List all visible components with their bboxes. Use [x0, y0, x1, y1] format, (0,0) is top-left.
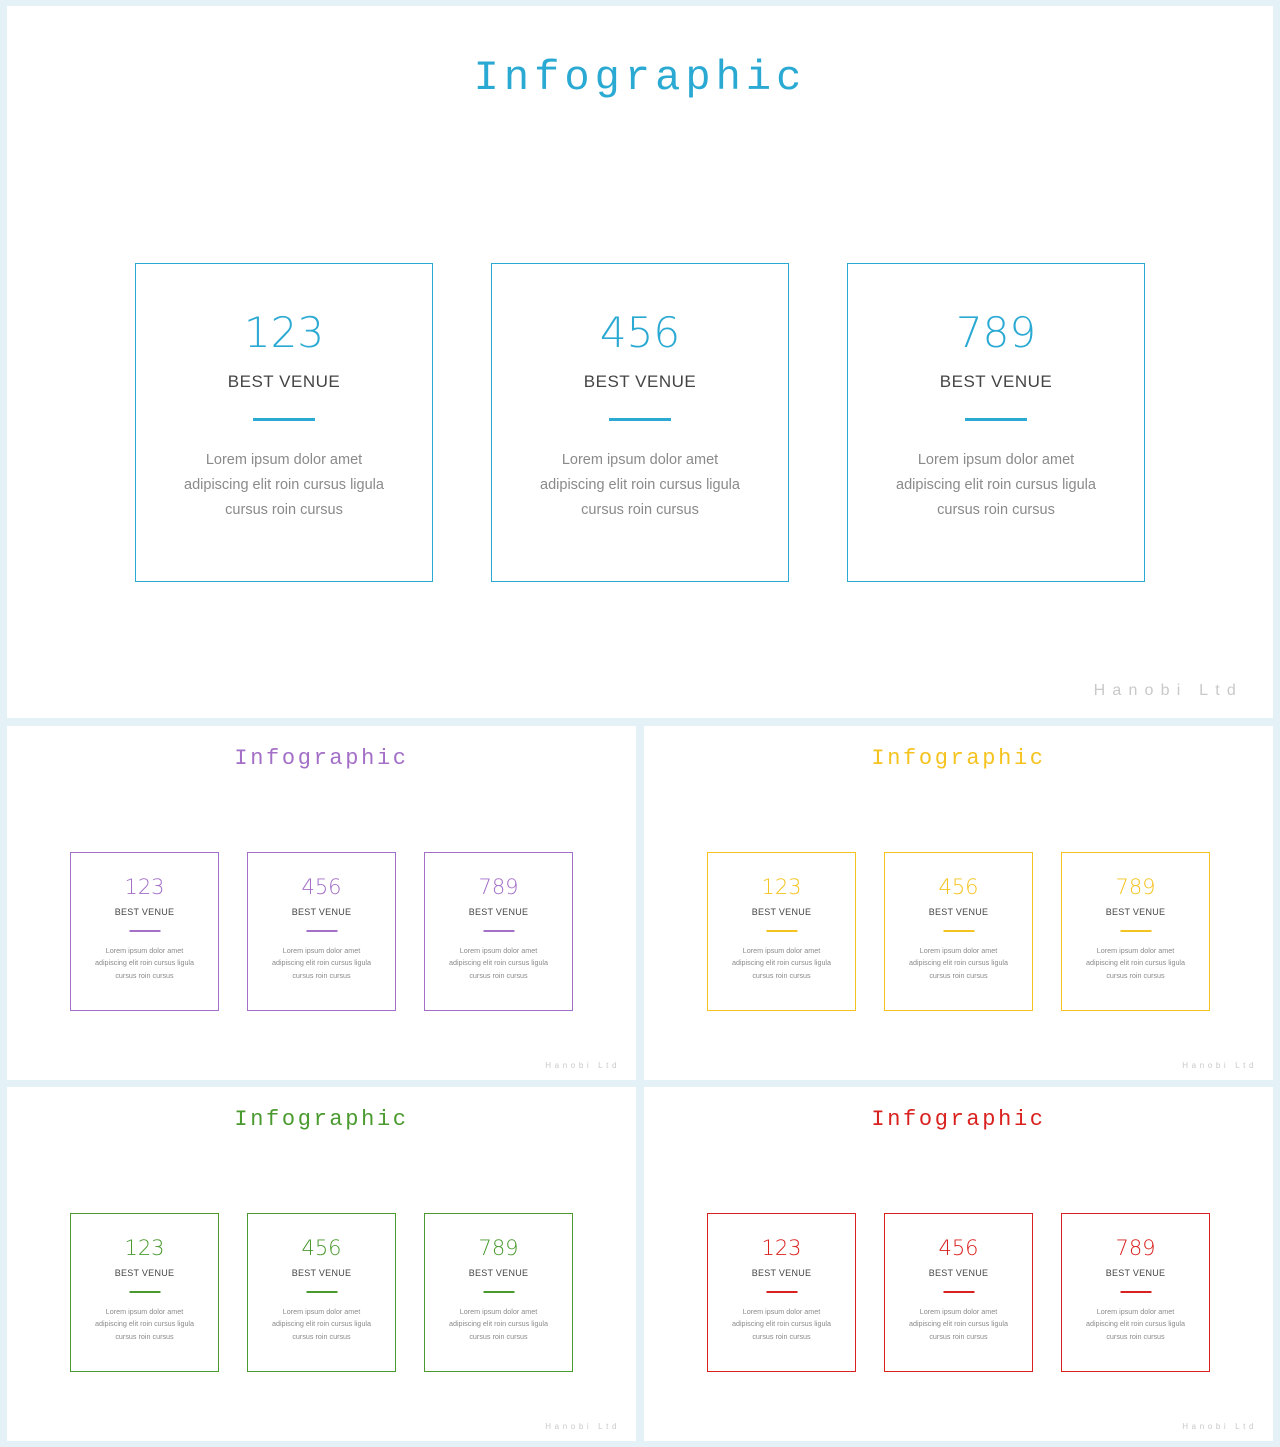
stat-label: BEST VENUE [751, 907, 812, 917]
accent-divider [943, 1291, 974, 1293]
stat-description: Lorem ipsum dolor amet adipiscing elit roin cursus ligula cursus roin cursus [448, 1307, 549, 1341]
slide-green [7, 1087, 636, 1441]
stat-card [707, 852, 856, 1011]
slide-yellow [644, 726, 1273, 1080]
stat-number: 456 [938, 875, 979, 899]
stat-card [70, 852, 219, 1011]
stat-card [247, 852, 396, 1011]
stat-card [1061, 852, 1210, 1011]
stat-card [707, 1213, 856, 1372]
stat-description: Lorem ipsum dolor amet adipiscing elit roin cursus ligula cursus roin cursus [731, 946, 832, 980]
stat-label: BEST VENUE [751, 1268, 812, 1278]
stat-card [424, 852, 573, 1011]
stat-number: 789 [1115, 1236, 1156, 1260]
accent-divider [943, 930, 974, 932]
accent-divider [129, 930, 160, 932]
stat-label: BEST VENUE [928, 1268, 989, 1278]
accent-divider [766, 1291, 797, 1293]
stat-label: BEST VENUE [114, 907, 175, 917]
stat-description: Lorem ipsum dolor amet adipiscing elit roin cursus ligula cursus roin cursus [908, 946, 1009, 980]
accent-divider [483, 1291, 514, 1293]
stat-description: Lorem ipsum dolor amet adipiscing elit roin cursus ligula cursus roin cursus [731, 1307, 832, 1341]
stat-number: 456 [599, 308, 681, 357]
stat-number: 789 [955, 308, 1037, 357]
stat-description: Lorem ipsum dolor amet adipiscing elit roin cursus ligula cursus roin cursus [271, 1307, 372, 1341]
stat-number: 789 [478, 1236, 519, 1260]
stat-description: Lorem ipsum dolor amet adipiscing elit roin cursus ligula cursus roin cursus [908, 1307, 1009, 1341]
stat-description: Lorem ipsum dolor amet adipiscing elit roin cursus ligula cursus roin cursus [1085, 1307, 1186, 1341]
stat-number: 123 [761, 1236, 802, 1260]
slide-main-blue [7, 6, 1273, 718]
stat-card [70, 1213, 219, 1372]
stat-number: 789 [1115, 875, 1156, 899]
stat-label: BEST VENUE [583, 372, 697, 391]
stat-number: 456 [938, 1236, 979, 1260]
stat-description: Lorem ipsum dolor amet adipiscing elit roin cursus ligula cursus roin cursus [540, 452, 740, 518]
stat-description: Lorem ipsum dolor amet adipiscing elit roin cursus ligula cursus roin cursus [1085, 946, 1186, 980]
stat-label: BEST VENUE [1105, 907, 1166, 917]
stat-label: BEST VENUE [468, 907, 529, 917]
stat-card [491, 263, 789, 582]
company-footer: Hanobi Ltd [1093, 682, 1243, 699]
slide-title: Infographic [234, 746, 409, 771]
stat-card [847, 263, 1145, 582]
stat-number: 123 [761, 875, 802, 899]
accent-divider [253, 418, 315, 421]
slide-title: Infographic [871, 1107, 1046, 1132]
stat-number: 456 [301, 875, 342, 899]
slide-title: Infographic [871, 746, 1046, 771]
stat-description: Lorem ipsum dolor amet adipiscing elit roin cursus ligula cursus roin cursus [94, 1307, 195, 1341]
stat-number: 456 [301, 1236, 342, 1260]
stat-label: BEST VENUE [468, 1268, 529, 1278]
accent-divider [306, 930, 337, 932]
company-footer: Hanobi Ltd [545, 1061, 620, 1070]
company-footer: Hanobi Ltd [545, 1422, 620, 1431]
slide-purple [7, 726, 636, 1080]
accent-divider [609, 418, 671, 421]
stat-card [1061, 1213, 1210, 1372]
slide-title: Infographic [473, 54, 807, 102]
company-footer: Hanobi Ltd [1182, 1061, 1257, 1070]
stat-label: BEST VENUE [1105, 1268, 1166, 1278]
stat-label: BEST VENUE [291, 907, 352, 917]
accent-divider [1120, 930, 1151, 932]
accent-divider [306, 1291, 337, 1293]
accent-divider [965, 418, 1027, 421]
stat-label: BEST VENUE [928, 907, 989, 917]
stat-description: Lorem ipsum dolor amet adipiscing elit roin cursus ligula cursus roin cursus [184, 452, 384, 518]
stat-label: BEST VENUE [291, 1268, 352, 1278]
accent-divider [483, 930, 514, 932]
stat-card [247, 1213, 396, 1372]
company-footer: Hanobi Ltd [1182, 1422, 1257, 1431]
stat-card [884, 852, 1033, 1011]
stat-number: 123 [124, 875, 165, 899]
stat-description: Lorem ipsum dolor amet adipiscing elit roin cursus ligula cursus roin cursus [94, 946, 195, 980]
stat-description: Lorem ipsum dolor amet adipiscing elit roin cursus ligula cursus roin cursus [448, 946, 549, 980]
stat-label: BEST VENUE [939, 372, 1053, 391]
accent-divider [766, 930, 797, 932]
stat-number: 123 [243, 308, 325, 357]
stat-label: BEST VENUE [227, 372, 341, 391]
stat-number: 789 [478, 875, 519, 899]
stat-card [884, 1213, 1033, 1372]
stat-card [424, 1213, 573, 1372]
accent-divider [1120, 1291, 1151, 1293]
accent-divider [129, 1291, 160, 1293]
stat-description: Lorem ipsum dolor amet adipiscing elit roin cursus ligula cursus roin cursus [271, 946, 372, 980]
slide-title: Infographic [234, 1107, 409, 1132]
slide-red [644, 1087, 1273, 1441]
stat-label: BEST VENUE [114, 1268, 175, 1278]
stat-card [135, 263, 433, 582]
stat-number: 123 [124, 1236, 165, 1260]
stat-description: Lorem ipsum dolor amet adipiscing elit roin cursus ligula cursus roin cursus [896, 452, 1096, 518]
